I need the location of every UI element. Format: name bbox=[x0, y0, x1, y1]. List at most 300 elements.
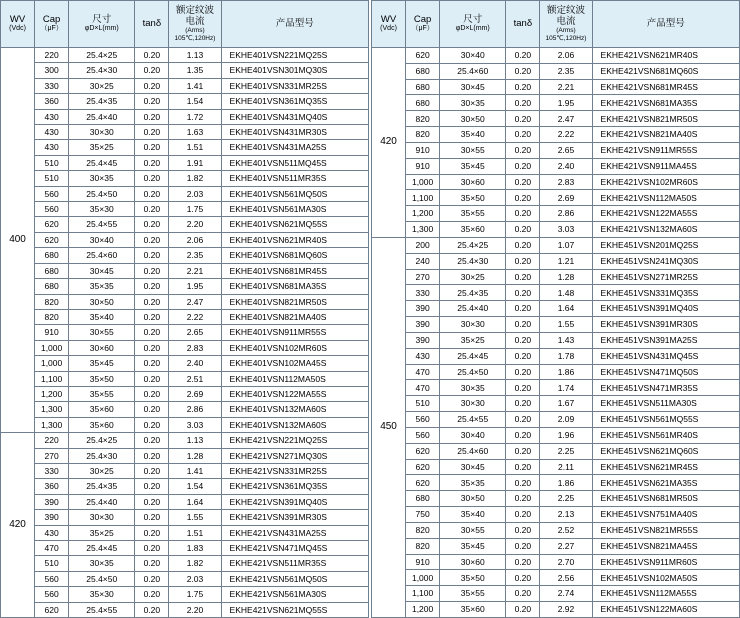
cell-capacitance: 620 bbox=[35, 217, 69, 232]
cell-ripple-current: 1.41 bbox=[169, 463, 221, 478]
cell-capacitance: 1,000 bbox=[35, 356, 69, 371]
cell-capacitance: 620 bbox=[406, 48, 440, 64]
cell-ripple-current: 2.65 bbox=[540, 142, 592, 158]
cell-model: EKHE401VSN431MA25S bbox=[221, 140, 368, 155]
table-row bbox=[1, 202, 369, 217]
table-row bbox=[372, 206, 740, 222]
table-row bbox=[372, 79, 740, 95]
cell-ripple-current: 1.35 bbox=[169, 63, 221, 78]
cell-tan-delta: 0.20 bbox=[135, 94, 169, 109]
cell-size: 30×35 bbox=[440, 95, 506, 111]
table-row bbox=[1, 356, 369, 371]
cell-ripple-current: 1.95 bbox=[169, 279, 221, 294]
cell-ripple-current: 2.20 bbox=[169, 217, 221, 232]
header-ripple: 额定纹波 电流 (Arms) 105℃,120Hz) bbox=[169, 1, 221, 48]
cell-capacitance: 470 bbox=[406, 364, 440, 380]
cell-model: EKHE451VSN621MR45S bbox=[592, 459, 739, 475]
cell-tan-delta: 0.20 bbox=[135, 140, 169, 155]
table-row bbox=[372, 570, 740, 586]
cell-ripple-current: 1.51 bbox=[169, 525, 221, 540]
cell-ripple-current: 2.47 bbox=[540, 111, 592, 127]
cell-capacitance: 1,000 bbox=[35, 340, 69, 355]
cell-size: 35×30 bbox=[69, 202, 135, 217]
cell-capacitance: 1,100 bbox=[35, 371, 69, 386]
cell-ripple-current: 1.95 bbox=[540, 95, 592, 111]
cell-tan-delta: 0.20 bbox=[506, 111, 540, 127]
cell-size: 25.4×55 bbox=[69, 217, 135, 232]
cell-model: EKHE421VSN821MA40S bbox=[592, 127, 739, 143]
cell-size: 25.4×25 bbox=[69, 48, 135, 63]
cell-model: EKHE451VSN102MA50S bbox=[592, 570, 739, 586]
cell-working-voltage: 420 bbox=[372, 48, 406, 238]
cell-capacitance: 820 bbox=[406, 127, 440, 143]
cell-size: 30×55 bbox=[440, 142, 506, 158]
table-row bbox=[1, 402, 369, 417]
table-row bbox=[372, 364, 740, 380]
cell-ripple-current: 2.09 bbox=[540, 412, 592, 428]
table-row bbox=[372, 396, 740, 412]
cell-model: EKHE401VSN821MA40S bbox=[221, 309, 368, 324]
cell-model: EKHE401VSN561MA30S bbox=[221, 202, 368, 217]
table-row bbox=[1, 571, 369, 586]
cell-size: 30×60 bbox=[69, 340, 135, 355]
cell-model: EKHE421VSN361MQ35S bbox=[221, 479, 368, 494]
cell-tan-delta: 0.20 bbox=[135, 356, 169, 371]
cell-model: EKHE421VSN681MA35S bbox=[592, 95, 739, 111]
cell-ripple-current: 2.74 bbox=[540, 586, 592, 602]
cell-capacitance: 330 bbox=[406, 285, 440, 301]
cell-size: 25.4×60 bbox=[440, 63, 506, 79]
cell-capacitance: 1,300 bbox=[35, 402, 69, 417]
cell-capacitance: 360 bbox=[35, 479, 69, 494]
cell-tan-delta: 0.20 bbox=[135, 325, 169, 340]
table-row bbox=[372, 475, 740, 491]
cell-model: EKHE421VSN391MR30S bbox=[221, 510, 368, 525]
cell-ripple-current: 1.07 bbox=[540, 237, 592, 253]
cell-model: EKHE401VSN511MQ45S bbox=[221, 155, 368, 170]
cell-size: 25.4×35 bbox=[440, 285, 506, 301]
cell-capacitance: 510 bbox=[406, 396, 440, 412]
header-model: 产品型号 bbox=[221, 1, 368, 48]
cell-size: 30×55 bbox=[69, 325, 135, 340]
cell-model: EKHE451VSN911MR60S bbox=[592, 554, 739, 570]
cell-capacitance: 620 bbox=[35, 232, 69, 247]
cell-tan-delta: 0.20 bbox=[135, 309, 169, 324]
table-row bbox=[372, 285, 740, 301]
cell-model: EKHE401VSN681MQ60S bbox=[221, 248, 368, 263]
cell-capacitance: 910 bbox=[406, 158, 440, 174]
cell-model: EKHE451VSN331MQ35S bbox=[592, 285, 739, 301]
cell-capacitance: 390 bbox=[35, 510, 69, 525]
cell-capacitance: 1,300 bbox=[406, 222, 440, 238]
cell-model: EKHE401VSN102MR60S bbox=[221, 340, 368, 355]
cell-size: 35×50 bbox=[440, 570, 506, 586]
cell-ripple-current: 1.75 bbox=[169, 587, 221, 602]
header-tan: tanδ bbox=[506, 1, 540, 48]
cell-capacitance: 680 bbox=[406, 79, 440, 95]
table-row bbox=[372, 142, 740, 158]
cell-size: 35×35 bbox=[440, 475, 506, 491]
cell-model: EKHE421VSN821MR50S bbox=[592, 111, 739, 127]
table-row bbox=[372, 554, 740, 570]
cell-size: 30×40 bbox=[440, 48, 506, 64]
cell-tan-delta: 0.20 bbox=[506, 507, 540, 523]
cell-size: 25.4×40 bbox=[69, 494, 135, 509]
table-row bbox=[1, 294, 369, 309]
cell-capacitance: 200 bbox=[406, 237, 440, 253]
table-header-right bbox=[372, 1, 740, 48]
table-row bbox=[1, 279, 369, 294]
cell-size: 30×45 bbox=[440, 79, 506, 95]
cell-ripple-current: 2.52 bbox=[540, 522, 592, 538]
cell-tan-delta: 0.20 bbox=[135, 448, 169, 463]
table-row bbox=[1, 417, 369, 432]
cell-capacitance: 910 bbox=[406, 142, 440, 158]
cell-capacitance: 620 bbox=[406, 443, 440, 459]
cell-size: 30×60 bbox=[440, 554, 506, 570]
cell-size: 25.4×60 bbox=[69, 248, 135, 263]
cell-model: EKHE451VSN241MQ30S bbox=[592, 253, 739, 269]
cell-capacitance: 390 bbox=[35, 494, 69, 509]
cell-model: EKHE401VSN821MR50S bbox=[221, 294, 368, 309]
cell-tan-delta: 0.20 bbox=[506, 158, 540, 174]
cell-capacitance: 390 bbox=[406, 301, 440, 317]
table-row bbox=[372, 174, 740, 190]
cell-model: EKHE451VSN681MR50S bbox=[592, 491, 739, 507]
table-row bbox=[1, 463, 369, 478]
cell-size: 35×50 bbox=[440, 190, 506, 206]
header-cap: Cap （μF） bbox=[406, 1, 440, 48]
header-wv: WV (Vdc) bbox=[372, 1, 406, 48]
cell-tan-delta: 0.20 bbox=[506, 427, 540, 443]
cell-model: EKHE401VSN301MQ30S bbox=[221, 63, 368, 78]
cell-ripple-current: 2.40 bbox=[540, 158, 592, 174]
cell-ripple-current: 1.96 bbox=[540, 427, 592, 443]
cell-ripple-current: 1.43 bbox=[540, 332, 592, 348]
cell-ripple-current: 2.21 bbox=[540, 79, 592, 95]
cell-size: 25.4×35 bbox=[69, 94, 135, 109]
cell-size: 30×30 bbox=[69, 125, 135, 140]
cell-tan-delta: 0.20 bbox=[135, 155, 169, 170]
cell-capacitance: 430 bbox=[35, 525, 69, 540]
table-body-left bbox=[1, 48, 369, 618]
cell-model: EKHE401VSN132MA60S bbox=[221, 402, 368, 417]
spec-table-right bbox=[371, 0, 740, 618]
cell-tan-delta: 0.20 bbox=[506, 443, 540, 459]
cell-model: EKHE451VSN122MA60S bbox=[592, 601, 739, 617]
cell-capacitance: 820 bbox=[406, 522, 440, 538]
table-row bbox=[1, 248, 369, 263]
cell-capacitance: 560 bbox=[406, 427, 440, 443]
cell-model: EKHE421VSN391MQ40S bbox=[221, 494, 368, 509]
cell-model: EKHE421VSN221MQ25S bbox=[221, 433, 368, 448]
table-row bbox=[372, 427, 740, 443]
cell-size: 35×60 bbox=[69, 417, 135, 432]
cell-model: EKHE451VSN821MA45S bbox=[592, 538, 739, 554]
cell-capacitance: 1,100 bbox=[406, 190, 440, 206]
cell-model: EKHE401VSN511MR35S bbox=[221, 171, 368, 186]
cell-tan-delta: 0.20 bbox=[506, 332, 540, 348]
cell-size: 35×45 bbox=[440, 538, 506, 554]
cell-tan-delta: 0.20 bbox=[506, 396, 540, 412]
cell-ripple-current: 1.21 bbox=[540, 253, 592, 269]
cell-size: 25.4×60 bbox=[440, 443, 506, 459]
cell-ripple-current: 3.03 bbox=[169, 417, 221, 432]
cell-model: EKHE451VSN561MQ55S bbox=[592, 412, 739, 428]
table-row bbox=[372, 269, 740, 285]
cell-model: EKHE421VSN511MR35S bbox=[221, 556, 368, 571]
cell-size: 25.4×45 bbox=[69, 541, 135, 556]
cell-tan-delta: 0.20 bbox=[135, 294, 169, 309]
cell-tan-delta: 0.20 bbox=[506, 127, 540, 143]
cell-size: 35×40 bbox=[69, 309, 135, 324]
table-row bbox=[372, 443, 740, 459]
cell-model: EKHE401VSN221MQ25S bbox=[221, 48, 368, 63]
cell-tan-delta: 0.20 bbox=[135, 63, 169, 78]
cell-ripple-current: 2.35 bbox=[169, 248, 221, 263]
cell-tan-delta: 0.20 bbox=[135, 556, 169, 571]
cell-capacitance: 680 bbox=[406, 491, 440, 507]
cell-size: 30×25 bbox=[69, 463, 135, 478]
table-row bbox=[372, 48, 740, 64]
cell-size: 35×35 bbox=[69, 279, 135, 294]
cell-model: EKHE401VSN431MQ40S bbox=[221, 109, 368, 124]
cell-model: EKHE421VSN112MA50S bbox=[592, 190, 739, 206]
cell-capacitance: 560 bbox=[35, 202, 69, 217]
cell-size: 30×35 bbox=[440, 380, 506, 396]
cell-ripple-current: 1.28 bbox=[540, 269, 592, 285]
table-row bbox=[1, 494, 369, 509]
cell-capacitance: 240 bbox=[406, 253, 440, 269]
cell-size: 25.4×50 bbox=[69, 571, 135, 586]
cell-size: 25.4×50 bbox=[69, 186, 135, 201]
cell-capacitance: 820 bbox=[406, 111, 440, 127]
cell-model: EKHE421VSN271MQ30S bbox=[221, 448, 368, 463]
table-row bbox=[1, 340, 369, 355]
cell-tan-delta: 0.20 bbox=[135, 479, 169, 494]
table-row bbox=[1, 109, 369, 124]
table-row bbox=[372, 412, 740, 428]
cell-ripple-current: 2.03 bbox=[169, 186, 221, 201]
cell-working-voltage: 450 bbox=[372, 237, 406, 617]
cell-size: 30×35 bbox=[69, 171, 135, 186]
cell-capacitance: 750 bbox=[406, 507, 440, 523]
cell-size: 25.4×50 bbox=[440, 364, 506, 380]
cell-ripple-current: 1.55 bbox=[169, 510, 221, 525]
table-row bbox=[372, 158, 740, 174]
cell-size: 30×25 bbox=[440, 269, 506, 285]
cell-size: 35×55 bbox=[440, 586, 506, 602]
cell-capacitance: 220 bbox=[35, 433, 69, 448]
table-row bbox=[372, 317, 740, 333]
header-cap: Cap （μF） bbox=[35, 1, 69, 48]
cell-size: 35×60 bbox=[69, 402, 135, 417]
cell-tan-delta: 0.20 bbox=[506, 206, 540, 222]
cell-tan-delta: 0.20 bbox=[135, 571, 169, 586]
cell-capacitance: 680 bbox=[406, 95, 440, 111]
cell-tan-delta: 0.20 bbox=[135, 48, 169, 63]
table-row bbox=[372, 332, 740, 348]
header-size: 尺寸 φD×L(mm) bbox=[440, 1, 506, 48]
cell-ripple-current: 1.64 bbox=[169, 494, 221, 509]
cell-capacitance: 430 bbox=[35, 125, 69, 140]
cell-tan-delta: 0.20 bbox=[135, 510, 169, 525]
table-row bbox=[372, 63, 740, 79]
table-row bbox=[1, 325, 369, 340]
cell-capacitance: 910 bbox=[406, 554, 440, 570]
cell-model: EKHE451VSN201MQ25S bbox=[592, 237, 739, 253]
table-row bbox=[1, 371, 369, 386]
cell-working-voltage: 400 bbox=[1, 48, 35, 433]
cell-capacitance: 680 bbox=[35, 263, 69, 278]
spec-table-left bbox=[0, 0, 369, 618]
cell-ripple-current: 1.75 bbox=[169, 202, 221, 217]
cell-model: EKHE451VSN511MA30S bbox=[592, 396, 739, 412]
cell-ripple-current: 2.27 bbox=[540, 538, 592, 554]
table-row bbox=[1, 140, 369, 155]
table-row bbox=[372, 222, 740, 238]
cell-ripple-current: 1.13 bbox=[169, 433, 221, 448]
cell-capacitance: 270 bbox=[406, 269, 440, 285]
cell-ripple-current: 1.13 bbox=[169, 48, 221, 63]
cell-capacitance: 560 bbox=[406, 412, 440, 428]
cell-ripple-current: 1.67 bbox=[540, 396, 592, 412]
cell-tan-delta: 0.20 bbox=[506, 412, 540, 428]
cell-model: EKHE421VSN431MA25S bbox=[221, 525, 368, 540]
cell-capacitance: 430 bbox=[406, 348, 440, 364]
cell-capacitance: 510 bbox=[35, 171, 69, 186]
cell-model: EKHE421VSN471MQ45S bbox=[221, 541, 368, 556]
table-row bbox=[372, 522, 740, 538]
cell-model: EKHE421VSN911MR55S bbox=[592, 142, 739, 158]
cell-model: EKHE421VSN122MA55S bbox=[592, 206, 739, 222]
header-ripple: 额定纹波 电流 (Arms) 105℃,120Hz) bbox=[540, 1, 592, 48]
cell-tan-delta: 0.20 bbox=[135, 602, 169, 617]
cell-model: EKHE401VSN621MR40S bbox=[221, 232, 368, 247]
cell-tan-delta: 0.20 bbox=[506, 586, 540, 602]
cell-size: 30×30 bbox=[440, 317, 506, 333]
cell-model: EKHE421VSN621MR40S bbox=[592, 48, 739, 64]
cell-model: EKHE401VSN331MR25S bbox=[221, 78, 368, 93]
cell-tan-delta: 0.20 bbox=[506, 348, 540, 364]
cell-size: 30×30 bbox=[69, 510, 135, 525]
cell-capacitance: 390 bbox=[406, 332, 440, 348]
cell-size: 30×45 bbox=[440, 459, 506, 475]
cell-capacitance: 1,000 bbox=[406, 174, 440, 190]
cell-ripple-current: 1.54 bbox=[169, 479, 221, 494]
cell-size: 30×50 bbox=[69, 294, 135, 309]
cell-capacitance: 560 bbox=[35, 587, 69, 602]
cell-ripple-current: 2.83 bbox=[169, 340, 221, 355]
cell-tan-delta: 0.20 bbox=[135, 186, 169, 201]
cell-ripple-current: 2.69 bbox=[540, 190, 592, 206]
cell-ripple-current: 2.35 bbox=[540, 63, 592, 79]
cell-ripple-current: 2.51 bbox=[169, 371, 221, 386]
cell-tan-delta: 0.20 bbox=[506, 364, 540, 380]
cell-model: EKHE451VSN391MQ40S bbox=[592, 301, 739, 317]
table-row bbox=[1, 217, 369, 232]
cell-ripple-current: 2.25 bbox=[540, 443, 592, 459]
table-row bbox=[1, 541, 369, 556]
cell-tan-delta: 0.20 bbox=[135, 386, 169, 401]
cell-size: 35×45 bbox=[69, 356, 135, 371]
cell-size: 35×60 bbox=[440, 222, 506, 238]
cell-tan-delta: 0.20 bbox=[506, 48, 540, 64]
cell-model: EKHE451VSN821MR55S bbox=[592, 522, 739, 538]
cell-size: 25.4×55 bbox=[69, 602, 135, 617]
cell-tan-delta: 0.20 bbox=[506, 269, 540, 285]
table-row bbox=[372, 237, 740, 253]
cell-tan-delta: 0.20 bbox=[135, 371, 169, 386]
cell-size: 35×25 bbox=[69, 525, 135, 540]
table-row bbox=[1, 125, 369, 140]
cell-size: 35×55 bbox=[440, 206, 506, 222]
cell-tan-delta: 0.20 bbox=[506, 285, 540, 301]
table-row bbox=[372, 190, 740, 206]
table-row bbox=[1, 171, 369, 186]
cell-tan-delta: 0.20 bbox=[506, 95, 540, 111]
table-row bbox=[1, 525, 369, 540]
table-body-right bbox=[372, 48, 740, 618]
table-row bbox=[1, 587, 369, 602]
cell-tan-delta: 0.20 bbox=[506, 237, 540, 253]
cell-ripple-current: 1.64 bbox=[540, 301, 592, 317]
cell-ripple-current: 2.22 bbox=[540, 127, 592, 143]
cell-size: 30×35 bbox=[69, 556, 135, 571]
cell-tan-delta: 0.20 bbox=[506, 554, 540, 570]
cell-size: 35×55 bbox=[69, 386, 135, 401]
cell-ripple-current: 2.86 bbox=[169, 402, 221, 417]
cell-size: 30×40 bbox=[69, 232, 135, 247]
table-row bbox=[1, 94, 369, 109]
table-row bbox=[372, 538, 740, 554]
cell-tan-delta: 0.20 bbox=[135, 494, 169, 509]
cell-size: 35×50 bbox=[69, 371, 135, 386]
cell-size: 30×55 bbox=[440, 522, 506, 538]
cell-model: EKHE401VSN681MR45S bbox=[221, 263, 368, 278]
cell-capacitance: 510 bbox=[35, 155, 69, 170]
cell-tan-delta: 0.20 bbox=[135, 402, 169, 417]
cell-ripple-current: 1.54 bbox=[169, 94, 221, 109]
cell-size: 25.4×30 bbox=[440, 253, 506, 269]
cell-capacitance: 270 bbox=[35, 448, 69, 463]
cell-ripple-current: 1.82 bbox=[169, 556, 221, 571]
cell-tan-delta: 0.20 bbox=[506, 601, 540, 617]
table-row bbox=[372, 380, 740, 396]
cell-model: EKHE401VSN112MA50S bbox=[221, 371, 368, 386]
table-row bbox=[372, 301, 740, 317]
table-row bbox=[1, 433, 369, 448]
cell-tan-delta: 0.20 bbox=[506, 491, 540, 507]
cell-ripple-current: 2.83 bbox=[540, 174, 592, 190]
cell-ripple-current: 2.47 bbox=[169, 294, 221, 309]
cell-size: 25.4×25 bbox=[69, 433, 135, 448]
table-row bbox=[372, 507, 740, 523]
cell-model: EKHE421VSN132MA60S bbox=[592, 222, 739, 238]
cell-tan-delta: 0.20 bbox=[135, 202, 169, 217]
header-tan: tanδ bbox=[135, 1, 169, 48]
cell-size: 25.4×45 bbox=[69, 155, 135, 170]
table-header-left bbox=[1, 1, 369, 48]
cell-capacitance: 620 bbox=[406, 475, 440, 491]
cell-ripple-current: 2.22 bbox=[169, 309, 221, 324]
table-row bbox=[1, 479, 369, 494]
cell-ripple-current: 2.06 bbox=[169, 232, 221, 247]
cell-model: EKHE451VSN561MR40S bbox=[592, 427, 739, 443]
table-row bbox=[1, 232, 369, 247]
cell-tan-delta: 0.20 bbox=[506, 380, 540, 396]
cell-tan-delta: 0.20 bbox=[135, 232, 169, 247]
